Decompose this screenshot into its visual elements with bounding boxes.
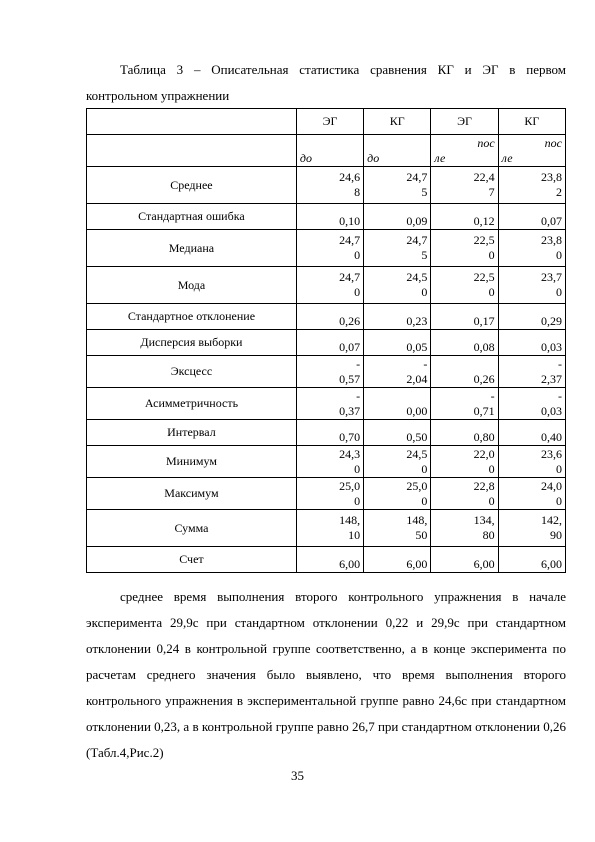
cell-line: ЭГ [457,114,472,128]
value-cell [431,267,498,304]
value-cell [296,167,363,204]
caption-line-2: контрольном упражнении [86,88,230,103]
value-cell [364,267,431,304]
header-row-period [87,135,566,167]
header-corner-2 [87,135,297,167]
cell-line: 90 [550,528,562,542]
row-label: Стандартная ошибка [87,204,297,230]
cell-line: 0,10 [339,214,361,228]
value-cell [364,167,431,204]
row-label: Медиана [87,230,297,267]
cell-line: 0 [488,461,495,476]
cell-line: 0,26 [473,372,495,386]
cell-line: 80 [482,528,495,542]
value-cell [431,510,498,547]
value-cell [498,204,565,230]
cell-line: 0 [488,493,495,508]
cell-line: 23,8 [541,170,562,184]
value-cell [364,356,431,388]
cell-line: 6,00 [541,557,562,571]
table-row [87,230,566,267]
cell-line: 10 [348,528,361,542]
group-header [296,109,363,135]
cell-line: пос [477,136,495,150]
cell-line: 0 [354,461,361,476]
cell-line: 23,6 [541,446,562,461]
table-row [87,478,566,510]
cell-line: - [423,356,428,371]
cell-line: 24,5 [406,446,428,461]
cell-line: 24,7 [406,233,428,247]
statistics-table [86,108,566,573]
cell-line: ле [501,151,513,165]
cell-line: 0,57 [339,371,361,386]
value-cell [498,230,565,267]
value-cell [296,478,363,510]
cell-line: 2,37 [541,371,562,386]
value-cell [431,388,498,420]
cell-line: 22,5 [473,233,495,247]
value-cell [498,304,565,330]
value-cell [431,356,498,388]
cell-line: 0 [421,461,428,476]
cell-line: 24,7 [406,170,428,184]
cell-line: 8 [354,185,361,199]
cell-line: - [356,356,361,371]
value-cell [431,547,498,573]
cell-line: 24,5 [406,270,428,284]
cell-line: 0 [488,285,495,299]
row-label: Счет [87,547,297,573]
value-cell [431,420,498,446]
value-cell [296,388,363,420]
table-row [87,356,566,388]
value-cell [431,330,498,356]
group-header [364,109,431,135]
cell-line: - [356,388,361,403]
cell-line: ле [434,151,446,165]
value-cell [498,420,565,446]
header-corner [87,109,297,135]
value-cell [431,230,498,267]
table-row [87,420,566,446]
value-cell [364,230,431,267]
value-cell [498,356,565,388]
table-row [87,304,566,330]
cell-line: 134, [473,513,495,527]
value-cell [296,420,363,446]
row-label: Эксцесс [87,356,297,388]
value-cell [364,388,431,420]
cell-line: до [367,151,380,165]
cell-line: КГ [524,114,540,128]
cell-line: 0,50 [406,430,428,444]
cell-line: 0 [556,285,562,299]
table-row [87,330,566,356]
cell-line: 0,07 [541,214,562,228]
cell-line: 22,0 [473,446,495,461]
period-header [431,135,498,167]
cell-line: 24,7 [339,233,361,247]
cell-line: 24,0 [541,478,562,493]
value-cell [364,446,431,478]
period-header [498,135,565,167]
cell-line: 0 [354,248,361,262]
value-cell [498,547,565,573]
cell-line: 5 [421,185,428,199]
value-cell [431,446,498,478]
cell-line: 0,29 [541,314,562,328]
table-caption [86,57,566,109]
cell-line: 0 [556,248,562,262]
cell-line: 22,4 [473,170,495,184]
cell-line: КГ [389,114,405,128]
cell-line: 6,00 [473,557,495,571]
cell-line: 0,71 [473,403,495,418]
cell-line: 50 [415,528,428,542]
cell-line: 22,5 [473,270,495,284]
value-cell [296,446,363,478]
value-cell [364,304,431,330]
period-header [364,135,431,167]
value-cell [364,420,431,446]
value-cell [431,167,498,204]
row-label: Среднее [87,167,297,204]
cell-line: 0,40 [541,430,562,444]
cell-line [300,136,360,151]
cell-line: 2,04 [406,371,428,386]
page-number: 35 [291,768,304,783]
row-label: Максимум [87,478,297,510]
cell-line: 0 [421,285,428,299]
value-cell [498,478,565,510]
cell-line: 0,05 [406,340,428,354]
cell-line: 0 [488,248,495,262]
cell-line: - [558,388,562,403]
cell-line: до [299,151,312,165]
cell-line: 0,07 [339,340,361,354]
period-header [296,135,363,167]
body-paragraph: среднее время выполнения второго контрольного упражнения в начале эксперимента 29,9с при стандартном отклонении 0,22 и 29,9с при стандартном отклонении 0,24 в контрольной группе соответственно, а в конце эксперимента по расчетам среднего значения было выявлено, что время выполнения второго контрольного упражнения в экспериментальной группе равно 24,6с при стандартном отклонении 0,23, а в контрольной группе равно 26,7 при стандартном отклонении 0,26 (Табл.4,Рис.2) [86,589,566,760]
cell-line: 23,7 [541,270,562,284]
cell-line: 0 [556,461,562,476]
cell-line: 7 [488,185,495,199]
cell-line: 0,03 [541,403,562,418]
value-cell [364,330,431,356]
cell-line: 0 [354,285,361,299]
cell-line: 148, [339,513,361,527]
row-label: Дисперсия выборки [87,330,297,356]
cell-line: 142, [541,513,562,527]
cell-line: ЭГ [322,114,338,128]
value-cell [498,388,565,420]
value-cell [498,330,565,356]
cell-line: - [490,388,495,403]
cell-line: 0,03 [541,340,562,354]
value-cell [431,478,498,510]
row-label: Асимметричность [87,388,297,420]
cell-line: 5 [421,248,428,262]
table-row [87,510,566,547]
table-row [87,167,566,204]
cell-line: 0,08 [473,340,495,354]
value-cell [364,510,431,547]
group-header [431,109,498,135]
table-row [87,388,566,420]
value-cell [498,167,565,204]
table-row [87,267,566,304]
cell-line: 0,80 [473,430,495,444]
cell-line: 24,6 [339,170,361,184]
cell-line: 6,00 [406,557,428,571]
header-row-groups [87,109,566,135]
value-cell [296,547,363,573]
value-cell [498,446,565,478]
value-cell [498,267,565,304]
value-cell [296,330,363,356]
cell-line: 0 [421,493,428,508]
value-cell [364,478,431,510]
cell-line: 0 [354,493,361,508]
value-cell [296,230,363,267]
value-cell [296,267,363,304]
cell-line: 0,12 [473,214,495,228]
cell-line: 148, [406,513,428,527]
cell-line [367,136,427,151]
value-cell [431,304,498,330]
cell-line: 6,00 [339,557,361,571]
cell-line: пос [544,136,562,150]
row-label: Стандартное отклонение [87,304,297,330]
row-label: Сумма [87,510,297,547]
cell-line: 2 [556,185,562,199]
cell-line: 23,8 [541,233,562,247]
cell-line: - [558,356,562,371]
caption-line-1: Таблица 3 – Описательная статистика сравнения КГ и ЭГ в первом [120,62,566,77]
value-cell [296,204,363,230]
cell-line: 0,00 [406,404,428,418]
cell-line: 0,17 [473,314,495,328]
value-cell [498,510,565,547]
cell-line: 25,0 [406,478,428,493]
row-label: Мода [87,267,297,304]
cell-line: 0,09 [406,214,428,228]
cell-line: 0,70 [339,430,361,444]
row-label: Минимум [87,446,297,478]
cell-line: 0,23 [406,314,428,328]
table-row [87,446,566,478]
cell-line: 25,0 [339,478,361,493]
cell-line: 24,3 [339,446,361,461]
cell-line: 0 [556,493,562,508]
row-label: Интервал [87,420,297,446]
group-header [498,109,565,135]
value-cell [296,304,363,330]
cell-line: 22,8 [473,478,495,493]
value-cell [296,510,363,547]
table-row [87,547,566,573]
value-cell [364,547,431,573]
cell-line: 0,26 [339,314,361,328]
cell-line: 24,7 [339,270,361,284]
value-cell [431,204,498,230]
table-row [87,204,566,230]
value-cell [364,204,431,230]
cell-line: 0,37 [339,403,361,418]
value-cell [296,356,363,388]
